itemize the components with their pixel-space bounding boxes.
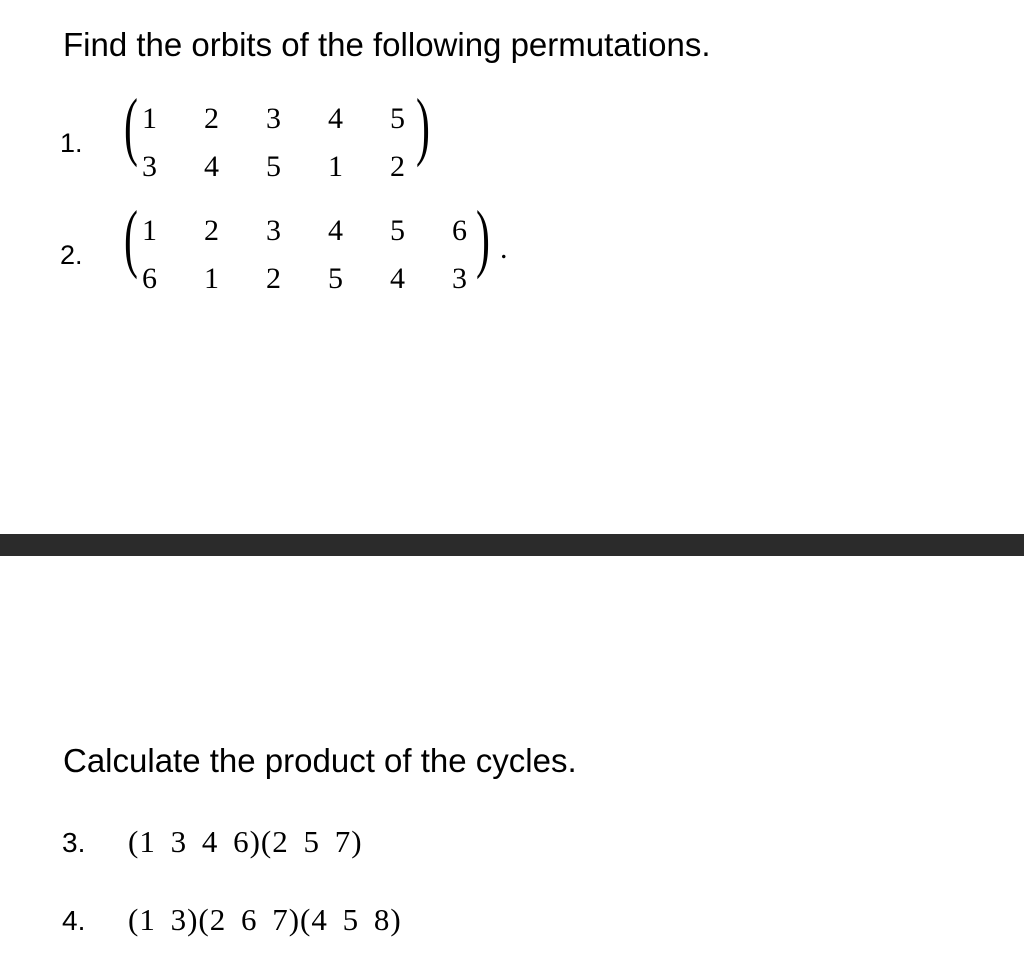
cycle-expression: (1 3 4 6)(2 5 7)	[128, 824, 363, 859]
matrix-cell: 1	[142, 214, 157, 247]
cycle-product-item	[62, 904, 402, 935]
matrix-cell: 4	[328, 214, 343, 247]
section-heading: Calculate the product of the cycles.	[63, 742, 577, 779]
left-paren: (	[124, 196, 138, 280]
matrix-cell: 1	[328, 150, 343, 183]
matrix-cell: 3	[452, 262, 467, 295]
cycle-expression: (1 3)(2 6 7)(4 5 8)	[128, 902, 402, 937]
matrix-bottom-row	[142, 264, 474, 294]
matrix-top-row	[142, 104, 412, 134]
item-number: 4.	[62, 905, 86, 936]
matrix-cell: 5	[328, 262, 343, 295]
right-paren: )	[416, 84, 430, 168]
cycle-product-item	[62, 826, 363, 857]
permutation-matrix	[124, 84, 464, 184]
matrix-cell: 4	[204, 150, 219, 183]
section-divider	[0, 534, 1024, 556]
trailing-period: .	[500, 232, 508, 265]
item-number: 2.	[60, 240, 83, 270]
section-heading: Find the orbits of the following permutations.	[63, 26, 711, 63]
right-paren: )	[476, 196, 490, 280]
matrix-cell: 5	[390, 214, 405, 247]
left-paren: (	[124, 84, 138, 168]
matrix-cell: 1	[142, 102, 157, 135]
matrix-cell: 2	[204, 102, 219, 135]
matrix-cell: 3	[142, 150, 157, 183]
matrix-cell: 6	[142, 262, 157, 295]
matrix-cell: 6	[452, 214, 467, 247]
permutation-matrix	[124, 196, 524, 296]
matrix-cell: 5	[266, 150, 281, 183]
matrix-cell: 3	[266, 214, 281, 247]
matrix-cell: 1	[204, 262, 219, 295]
matrix-cell: 2	[204, 214, 219, 247]
matrix-cell: 4	[390, 262, 405, 295]
matrix-cell: 4	[328, 102, 343, 135]
matrix-bottom-row	[142, 152, 412, 182]
matrix-cell: 3	[266, 102, 281, 135]
matrix-cell: 2	[390, 150, 405, 183]
matrix-cell: 5	[390, 102, 405, 135]
item-number: 3.	[62, 827, 86, 858]
matrix-top-row	[142, 216, 474, 246]
item-number: 1.	[60, 128, 83, 158]
matrix-cell: 2	[266, 262, 281, 295]
